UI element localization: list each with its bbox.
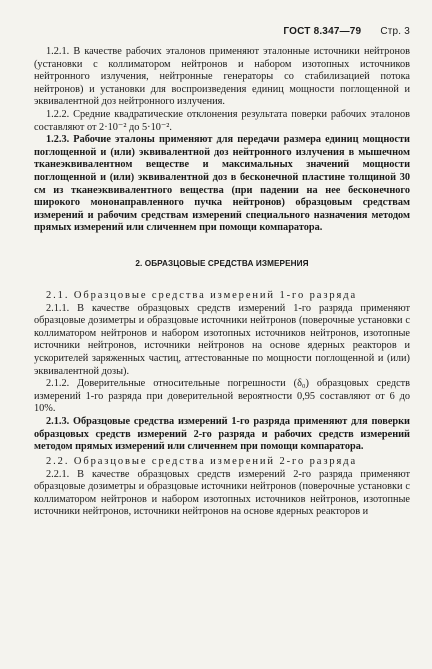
- paragraph-2-1-1: 2.1.1. В качестве образцовых средств измерений 1-го разряда применяют образцовые дозиметры и образцовые источники нейтронов (поверочные установки с коллиматором нейтронов и набором изотопных источников нейтронов, изотопные источники нейтронов, источники нейтронов на основе ядерных реакторов и ускорителей заряженных частиц, аттестованные по мощности поглощенной и (или) эквивалентной дозы).: [34, 302, 410, 377]
- paragraph-2-1-3: 2.1.3. Образцовые средства измерений 1-го разряда применяют для поверки образцовых средств измерений 2-го разряда и рабочих средств измерений методом прямых измерений или сличеннем при помощи компаратора.: [34, 416, 410, 453]
- paragraph-1-2-1: 1.2.1. В качестве рабочих эталонов применяют эталонные источники нейтронов (установки с коллиматором нейтронов и набором изотопных источников нейтронного излучения, нейтронные генераторы со стабилизацией потока нейтронов) и установки для воспроизведения единиц мощности поглощенной и эквивалентной доз нейтронного излучения.: [34, 46, 410, 108]
- paragraph-2-2: 2.2. Образцовые средства измерений 2-го разряда: [46, 455, 358, 467]
- page-header: [283, 26, 410, 37]
- paragraph-2-1-2: 2.1.2. Доверительные относительные погрешности (δ₀) образцовых средств измерений 1-го разряда при доверительной вероятности 0,95 составляют от 6 до 10%.: [34, 378, 410, 415]
- page-body: [34, 46, 410, 519]
- paragraph-1-2-2: 1.2.2. Средние квадратические отклонения результата поверки рабочих эталонов составляют от 2·10⁻² до 5·10⁻².: [34, 108, 410, 133]
- standard-number: ГОСТ 8.347—79: [283, 26, 362, 37]
- paragraph-1-2-3: 1.2.3. Рабочие эталоны применяют для передачи размера единиц мощности поглощенной и (или) эквивалентной доз нейтронного излучения в мышечном тканеэквивалентном веществе и максимальных значений мощности поглощенной и (или) эквивалентной доз в бесконечной пластине толщиной 30 см из тканеэквивалентного вещества (при падении на нее бесконечного широкого мононаправленного пучка нейтронов) образцовым средствам измерений и рабочим средствам измерений специального назначения методом прямых измерений или сличеннем при помощи компаратора.: [34, 134, 410, 234]
- section-2-title: 2. ОБРАЗЦОВЫЕ СРЕДСТВА ИЗМЕРЕНИЯ: [135, 258, 309, 268]
- paragraph-2-1: 2.1. Образцовые средства измерений 1-го разряда: [46, 289, 358, 301]
- paragraph-2-2-1: 2.2.1. В качестве образцовых средств измерений 2-го разряда применяют образцовые дозиметры и образцовые источники нейтронов (поверочные установки с коллиматором нейтронов и набором изотопных источников нейтронов, изотопные источники нейтронов, источники нейтронов на основе ядерных реакторов и: [34, 468, 410, 518]
- page-number: Стр. 3: [380, 26, 410, 37]
